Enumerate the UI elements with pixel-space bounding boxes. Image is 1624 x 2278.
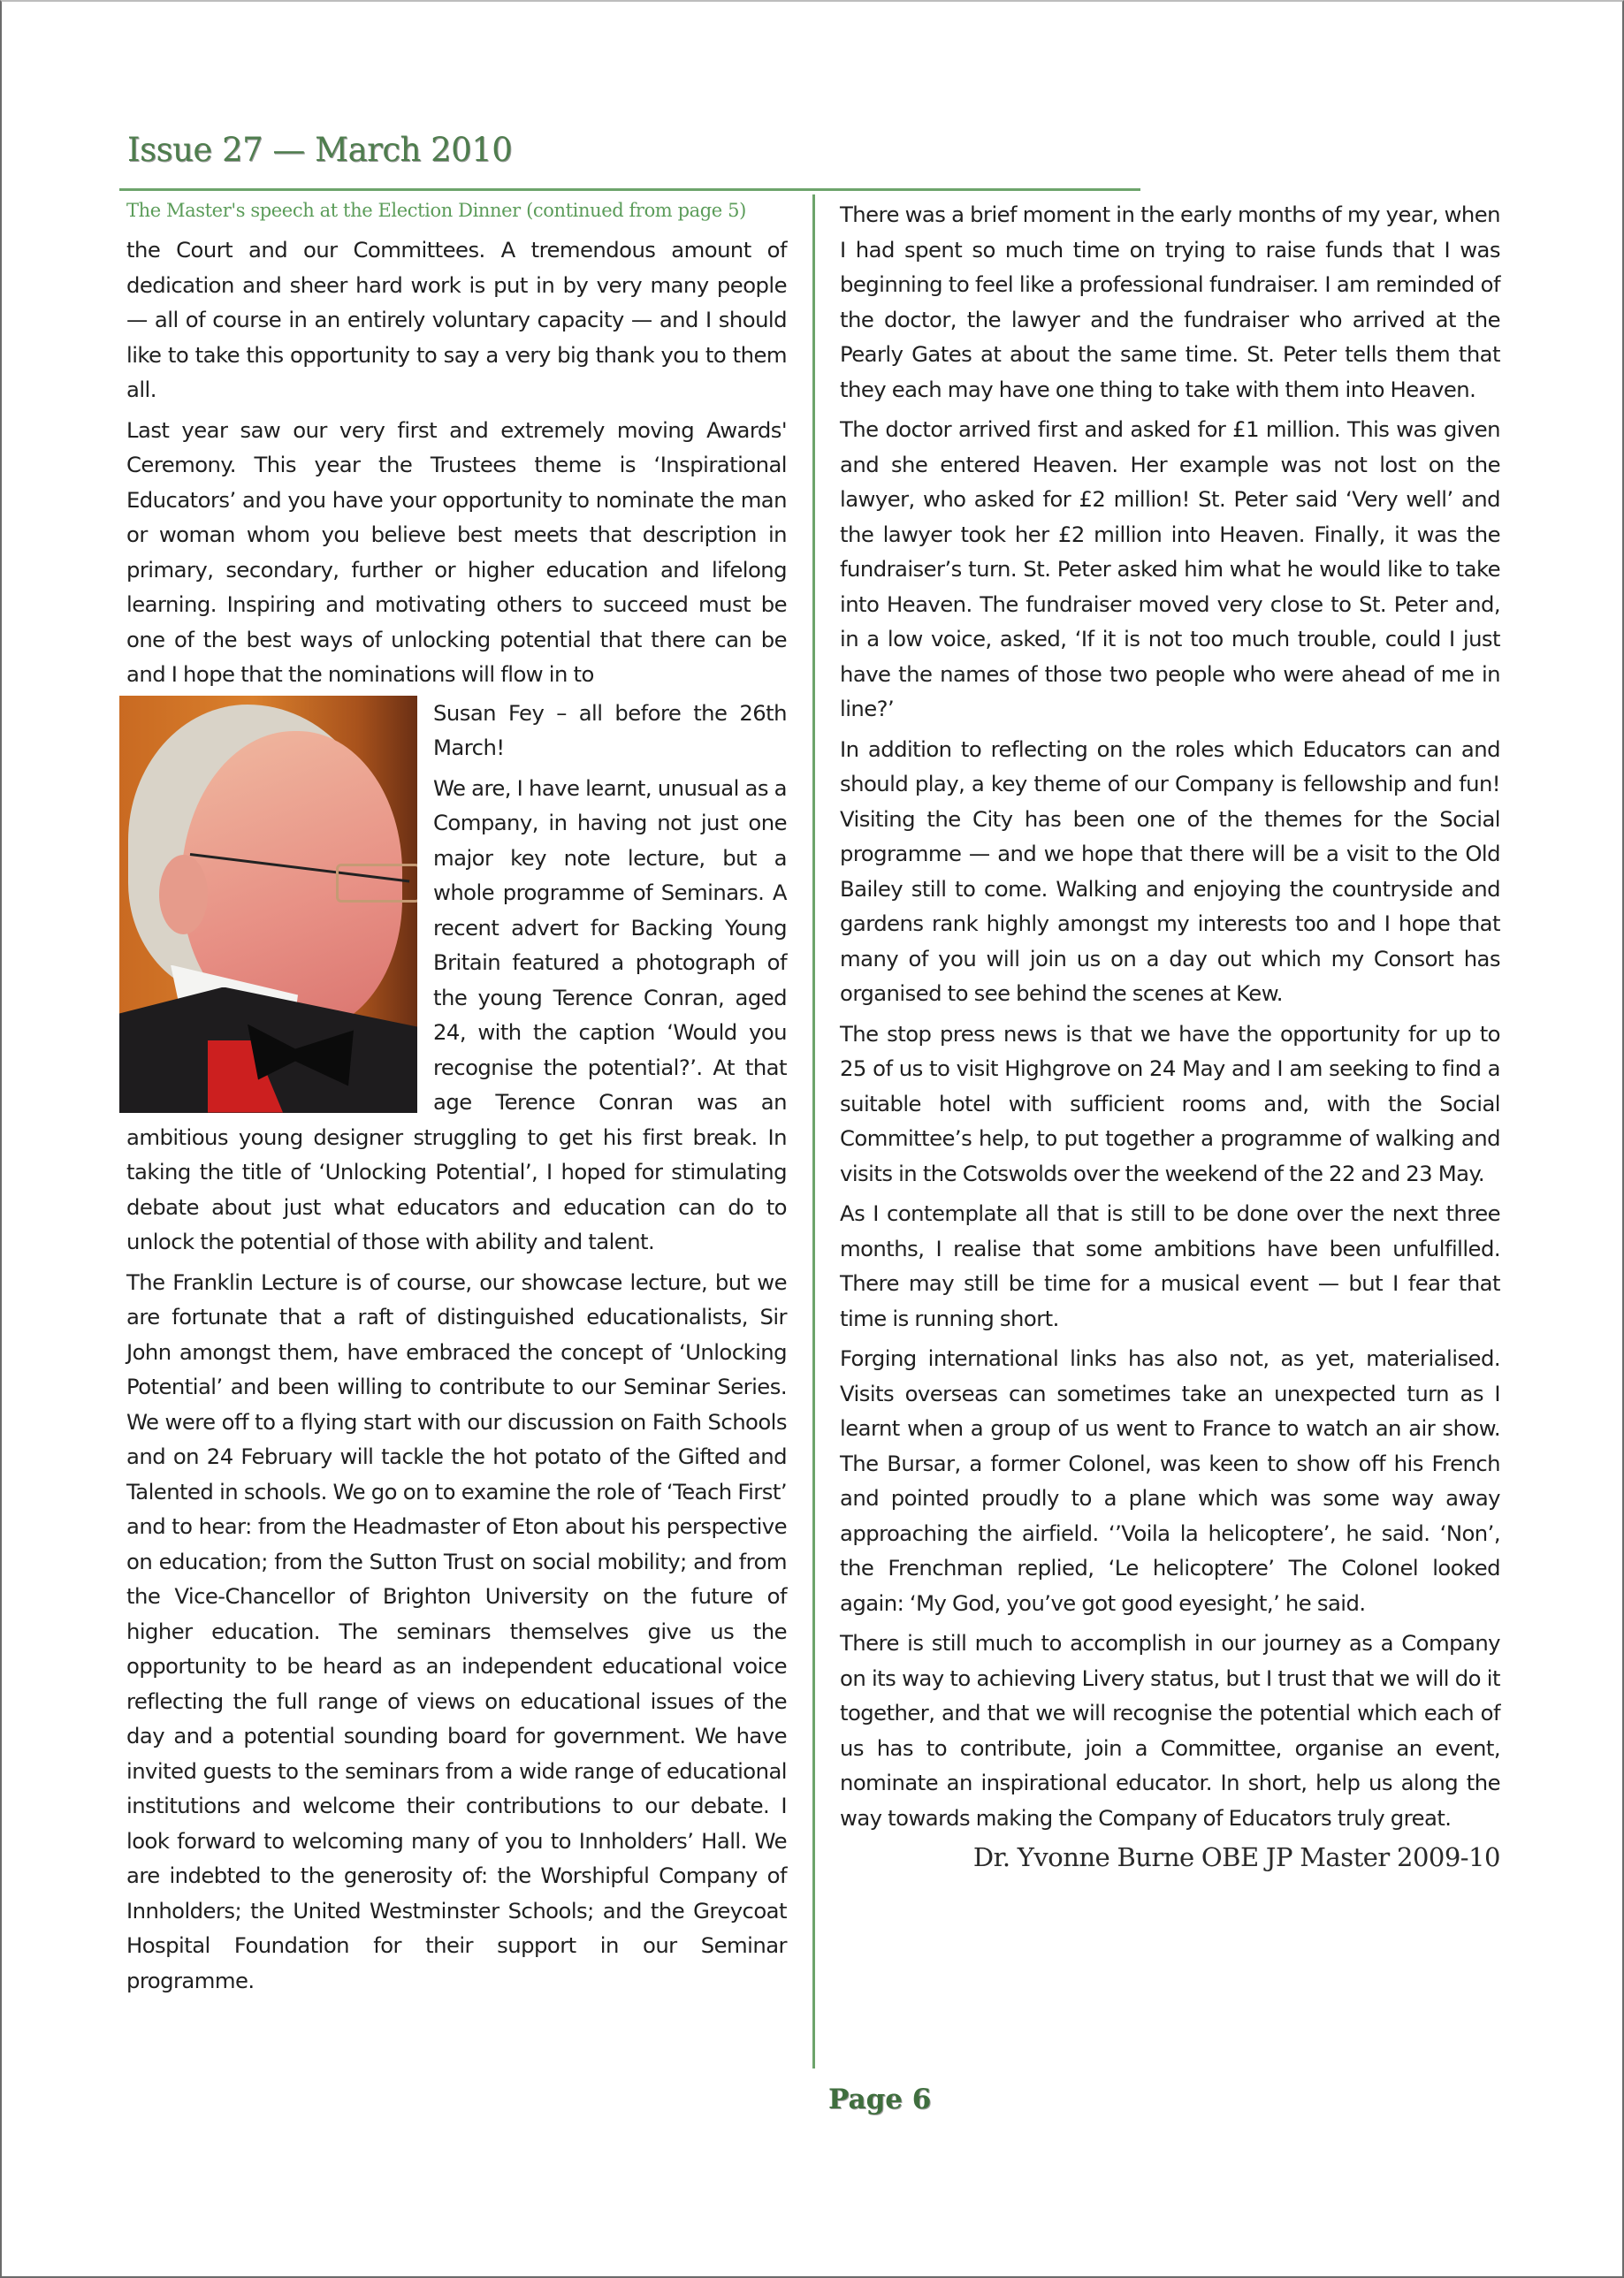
paragraph: In addition to reflecting on the roles which Educators can and should play, a key theme of our Company is fellowship and fun! Visiting the City has been one of the themes for the Social programme — and we hope that there will be a visit to the Old Bailey still to come. Walking and enjoying the countryside and gardens rank highly amongst my interests too and I hope that many of you will join us on a day out which my Consort has organised to see behind the scenes at Kew.: [840, 735, 1500, 1006]
paragraph: The stop press news is that we have the opportunity for up to 25 of us to visit Highgrove on 24 May and I am seeking to find a suitable hotel with sufficient rooms and, with the Social Committee’s help, to put together a programme of walking and visits in the Cotswolds over the weekend of the 22 and 23 May.: [840, 1020, 1500, 1186]
column-divider: [812, 194, 815, 2068]
continued-heading: The Master's speech at the Election Dinner (continued from page 5): [126, 200, 746, 221]
paragraph: The doctor arrived first and asked for £1 million. This was given and she entered Heaven. Her example was not lost on the lawyer, who asked for £2 million! St. Peter said ‘Very well’ and the lawyer took her £2 million into Heaven. Finally, it was the fundraiser’s turn. St. Peter asked him what he would like to take into Heaven. The fundraiser moved very close to St. Peter and, in a low voice, asked, ‘If it is not too much trouble, could I just have the names of those two people who were ahead of me in line?’: [840, 416, 1500, 721]
paragraph: the Court and our Committees. A tremendous amount of dedication and sheer hard work is put in by very many people — all of course in an entirely voluntary capacity — and I should like to take this opportunity to say a very big thank you to them all.: [126, 237, 787, 402]
left-column: [126, 232, 787, 2003]
author-signature: Dr. Yvonne Burne OBE JP Master 2009-10: [972, 1842, 1500, 1872]
paragraph: Last year saw our very first and extremely moving Awards' Ceremony. This year the Trustees theme is ‘Inspirational Educators’ and you have your opportunity to nominate the man or woman whom you believe best meets that description in primary, secondary, further or higher education and lifelong learning. Inspiring and motivating others to succeed must be one of the best ways of unlocking potential that there can be and I hope that the nominations will flow in to: [126, 416, 787, 687]
issue-title: Issue 27 — March 2010: [127, 131, 513, 169]
master-portrait-photo: [119, 696, 417, 1113]
paragraph: We are, I have learnt, unusual as a Company, in having not just one major key note lecture, but a whole programme of Seminars. A recent advert for Backing Young Britain featured a photograph of the young Terence Conran, aged 24, with the caption ‘Would you recognise the potential?’. At that age Terence Conran was an ambitious young designer struggling to get his first break. In taking the title of ‘Unlocking Potential’, I hoped for stimulating debate about just what educators and education can do to unlock the potential of those with ability and talent.: [126, 774, 787, 1254]
paragraph: The Franklin Lecture is of course, our showcase lecture, but we are fortunate that a raft of distinguished educationalists, Sir John amongst them, have embraced the concept of ‘Unlocking Potential’ and been willing to contribute to our Seminar Series. We were off to a flying start with our discussion on Faith Schools and on 24 February will tackle the hot potato of the Gifted and Talented in schools. We go on to examine the role of ‘Teach First’ and to hear: from the Headmaster of Eton about his perspective on education; from the Sutton Trust on social mobility; and from the Vice-Chancellor of Brighton University on the future of higher education. The seminars themselves give us the opportunity to be heard as an independent educational voice reflecting the full range of views on educational issues of the day and a potential sounding board for government. We have invited guests to the seminars from a wide range of educational institutions and welcome their contributions to our debate. I look forward to welcoming many of you to Innholders’ Hall. We are indebted to the generosity of: the Worshipful Company of Innholders; the United Westminster Schools; and the Greycoat Hospital Foundation for their support in our Seminar programme.: [126, 1269, 787, 1993]
header-divider: [119, 188, 1140, 191]
paragraph: Forging international links has also not, as yet, materialised. Visits overseas can sometimes take an unexpected turn as I learnt when a group of us went to France to watch an air show. The Bursar, a former Colonel, was keen to show off his French and pointed proudly to a plane which was some way away approaching the airfield. ‘’Voila la helicoptere’, he said. ‘Non’, the Frenchman replied, ‘Le helicoptere’ The Colonel looked again: ‘My God, you’ve got good eyesight,’ he said.: [840, 1345, 1500, 1616]
right-column: [840, 197, 1500, 1876]
paragraph: There was a brief moment in the early months of my year, when I had spent so much time on trying to raise funds that I was beginning to feel like a professional fundraiser. I am reminded of the doctor, the lawyer and the fundraiser who arrived at the Pearly Gates at about the same time. St. Peter tells them that they each may have one thing to take with them into Heaven.: [840, 202, 1500, 402]
page-number: Page 6: [828, 2084, 932, 2115]
paragraph: Susan Fey – all before the 26th March!: [433, 699, 787, 760]
paragraph: As I contemplate all that is still to be done over the next three months, I realise that some ambitions have been unfulfilled. There may still be time for a musical event — but I fear that time is running short.: [840, 1200, 1500, 1331]
paragraph: There is still much to accomplish in our journey as a Company on its way to achieving Livery status, but I trust that we will do it together, and that we will recognise the potential which each of us has to contribute, join a Committee, organise an event, nominate an inspirational educator. In short, help us along the way towards making the Company of Educators truly great.: [840, 1630, 1500, 1831]
